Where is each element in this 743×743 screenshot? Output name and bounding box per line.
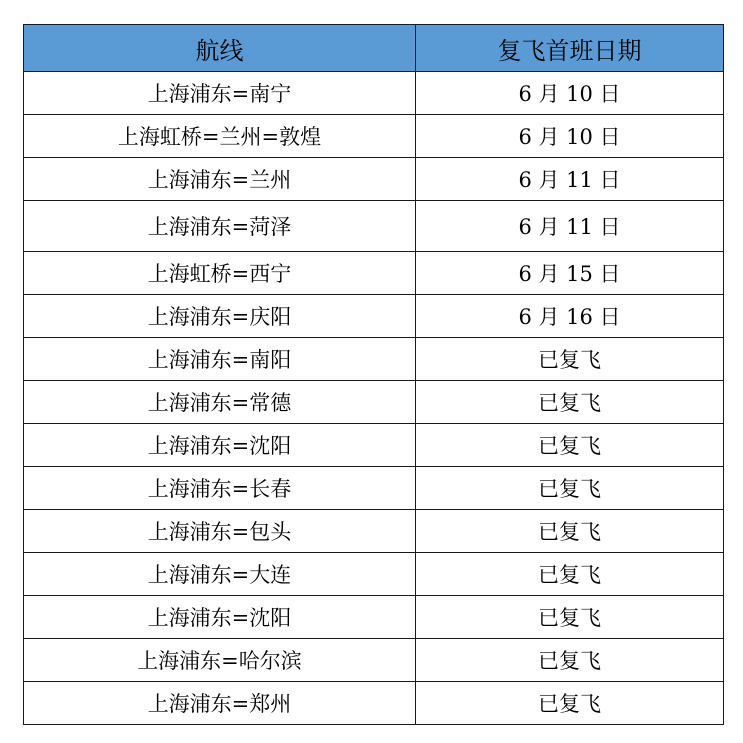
date-cell: 已复飞 — [416, 639, 724, 682]
route-cell: 上海浦东=庆阳 — [24, 295, 416, 338]
date-cell: 已复飞 — [416, 596, 724, 639]
route-cell: 上海浦东=兰州 — [24, 158, 416, 201]
route-cell: 上海虹桥=兰州=敦煌 — [24, 115, 416, 158]
route-cell: 上海浦东=包头 — [24, 510, 416, 553]
table-row — [24, 252, 724, 295]
date-cell: 已复飞 — [416, 381, 724, 424]
flight-resumption-table — [23, 24, 724, 725]
route-cell: 上海浦东=哈尔滨 — [24, 639, 416, 682]
table-row — [24, 553, 724, 596]
table-row — [24, 424, 724, 467]
date-cell: 已复飞 — [416, 424, 724, 467]
route-cell: 上海浦东=沈阳 — [24, 596, 416, 639]
date-cell: 已复飞 — [416, 338, 724, 381]
route-cell: 上海浦东=沈阳 — [24, 424, 416, 467]
route-cell: 上海浦东=郑州 — [24, 682, 416, 725]
date-column-header: 复飞首班日期 — [416, 25, 724, 72]
table-row — [24, 72, 724, 115]
date-cell: 6 月 11 日 — [416, 158, 724, 201]
table-row — [24, 158, 724, 201]
route-cell: 上海虹桥=西宁 — [24, 252, 416, 295]
table-row — [24, 115, 724, 158]
table-row — [24, 682, 724, 725]
table-row — [24, 467, 724, 510]
date-cell: 6 月 11 日 — [416, 201, 724, 252]
date-cell: 6 月 10 日 — [416, 115, 724, 158]
route-cell: 上海浦东=菏泽 — [24, 201, 416, 252]
route-cell: 上海浦东=南宁 — [24, 72, 416, 115]
date-cell: 已复飞 — [416, 510, 724, 553]
route-cell: 上海浦东=南阳 — [24, 338, 416, 381]
date-cell: 已复飞 — [416, 467, 724, 510]
table-row — [24, 510, 724, 553]
table-row — [24, 338, 724, 381]
date-cell: 已复飞 — [416, 553, 724, 596]
route-cell: 上海浦东=常德 — [24, 381, 416, 424]
date-cell: 6 月 16 日 — [416, 295, 724, 338]
table-row — [24, 639, 724, 682]
table-row — [24, 381, 724, 424]
table-row — [24, 295, 724, 338]
table-row — [24, 596, 724, 639]
date-cell: 6 月 10 日 — [416, 72, 724, 115]
table-row — [24, 201, 724, 252]
date-cell: 已复飞 — [416, 682, 724, 725]
route-cell: 上海浦东=大连 — [24, 553, 416, 596]
route-cell: 上海浦东=长春 — [24, 467, 416, 510]
table-header-row — [24, 25, 724, 72]
date-cell: 6 月 15 日 — [416, 252, 724, 295]
route-column-header: 航线 — [24, 25, 416, 72]
